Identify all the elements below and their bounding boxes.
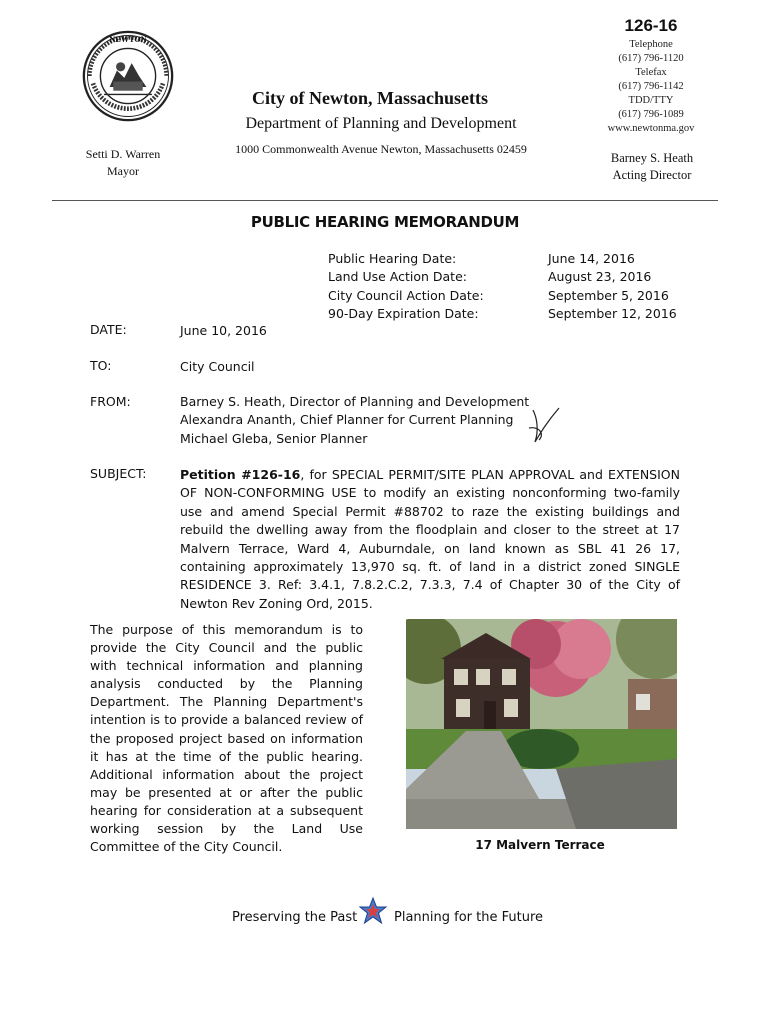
mayor-title: Mayor xyxy=(107,164,139,178)
telefax-number: (617) 796-1142 xyxy=(618,81,684,92)
city-seal-logo xyxy=(82,30,174,122)
key-date-label: Land Use Action Date: xyxy=(328,269,467,285)
website: www.newtonma.gov xyxy=(607,123,695,134)
department-title: Department of Planning and Development xyxy=(245,115,517,132)
telefax-label: Telefax xyxy=(635,67,667,78)
photo-caption: 17 Malvern Terrace xyxy=(475,838,605,852)
key-date-value: September 12, 2016 xyxy=(548,305,677,321)
handwritten-signature xyxy=(525,404,561,446)
footer-slogan-right: Planning for the Future xyxy=(394,910,544,925)
key-date-value: September 5, 2016 xyxy=(548,287,669,303)
from-line: Barney S. Heath, Director of Planning and Development xyxy=(180,394,530,409)
key-date-label: 90-Day Expiration Date: xyxy=(328,305,479,321)
property-photo xyxy=(406,619,677,829)
tdd-number: (617) 796-1089 xyxy=(618,109,684,120)
mayor-block xyxy=(60,146,186,180)
petition-number: Petition #126-16 xyxy=(180,467,301,482)
to-value: City Council xyxy=(180,359,255,374)
seal-text: NEWTON xyxy=(109,34,147,44)
department-address: 1000 Commonwealth Avenue Newton, Massachusetts 02459 xyxy=(235,142,527,156)
key-dates-labels xyxy=(328,250,538,323)
to-label: TO: xyxy=(90,358,112,373)
footer-slogan-left: Preserving the Past xyxy=(232,910,358,925)
case-number: 126-16 xyxy=(624,16,678,35)
from-block xyxy=(180,393,529,448)
star-logo-icon xyxy=(358,896,388,926)
from-line: Alexandra Ananth, Chief Planner for Current Planning xyxy=(180,412,514,428)
director-title: Acting Director xyxy=(612,168,692,182)
key-dates-values xyxy=(548,250,708,323)
key-date-value: August 23, 2016 xyxy=(548,269,652,285)
from-label: FROM: xyxy=(90,394,131,409)
city-title: City of Newton, Massachusetts xyxy=(252,88,488,108)
purpose-paragraph: The purpose of this memorandum is to provide the City Council and the public with technical information and planning analysis conducted by the Planning Department. The Planning Department's intention is to provide a balanced review of the proposed project based on information it has at the time of the public hearing. Additional information about the project may be presented at or after the public hearing for consideration at a subsequent working session by the Land Use Committee of the City Council. xyxy=(90,622,363,855)
subject-text xyxy=(180,466,680,613)
key-date-label: City Council Action Date: xyxy=(328,287,484,303)
date-label: DATE: xyxy=(90,322,127,337)
subject-description: , for SPECIAL PERMIT/SITE PLAN APPROVAL and EXTENSION OF NON-CONFORMING USE to modify an existing nonconforming two-family use and amend Special Permit #88702 to raze the existing buildings and rebuild the dwelling away from the floodplain and closer to the street at 17 Malvern Terrace, Ward 4, Auburndale, on land known as SBL 41 26 17, containing approximately 13,970 sq. ft. of land in a district zoned SINGLE RESIDENCE 3. Ref: 3.4.1, 7.8.2.C.2, 7.3.3, 7.4 of Chapter 30 of the City of Newton Rev Zoning Ord, 2015. xyxy=(180,467,680,611)
tdd-label: TDD/TTY xyxy=(628,95,674,106)
memo-title: PUBLIC HEARING MEMORANDUM xyxy=(250,213,520,231)
from-line: Michael Gleba, Senior Planner xyxy=(180,430,368,446)
key-date-label: Public Hearing Date: xyxy=(328,251,457,266)
telephone-label: Telephone xyxy=(629,39,673,50)
date-value: June 10, 2016 xyxy=(180,323,267,338)
director-name: Barney S. Heath xyxy=(610,151,694,165)
director-block xyxy=(594,150,710,184)
subject-label: SUBJECT: xyxy=(90,466,147,481)
mayor-name: Setti D. Warren xyxy=(85,147,161,161)
key-date-value: June 14, 2016 xyxy=(548,251,635,266)
telephone-number: (617) 796-1120 xyxy=(618,53,684,64)
header-divider xyxy=(52,200,718,201)
